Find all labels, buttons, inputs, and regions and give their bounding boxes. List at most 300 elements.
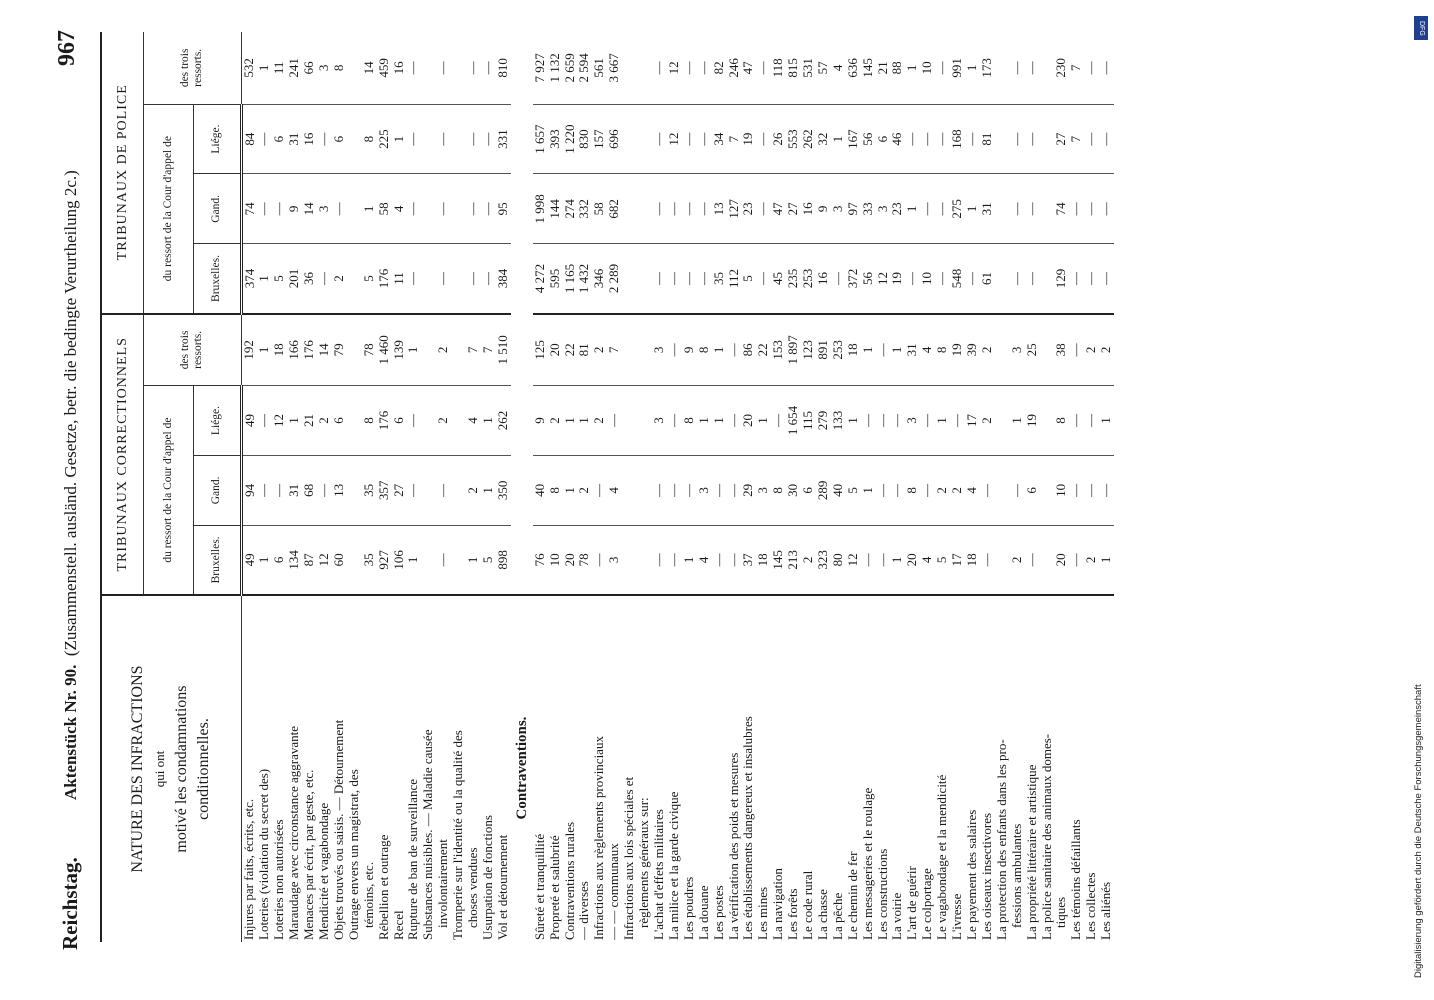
- cell-value: 118: [770, 58, 786, 78]
- cell-cb: [712, 525, 727, 595]
- cell-value: —: [606, 414, 622, 428]
- cell-padding: [995, 315, 1010, 386]
- cell-padding: [451, 386, 466, 455]
- cell-pg: [241, 174, 257, 244]
- cell-value: 3: [1008, 346, 1024, 354]
- table-row: [846, 32, 861, 942]
- table-row: [481, 32, 496, 942]
- cell-padding: [421, 32, 436, 104]
- row-label-text: La pêche: [829, 892, 845, 940]
- cell-cl: [727, 386, 742, 456]
- cell-cl: [1025, 386, 1040, 456]
- cell-value: 1: [561, 417, 577, 424]
- cell-pl: [1025, 104, 1040, 174]
- table-row: [241, 32, 257, 942]
- cell-pt: [302, 32, 317, 104]
- cell-pl: [332, 104, 347, 174]
- cell-ct: [241, 314, 257, 386]
- cell-pg: [995, 174, 1025, 244]
- cell-pt: [241, 32, 257, 104]
- cell-value: 1: [889, 346, 905, 354]
- cell-value: —: [435, 202, 451, 216]
- row-label-text: Les messageries et le roulage: [859, 787, 875, 940]
- cell-value: 168: [949, 129, 965, 149]
- cell-pb: [831, 244, 846, 314]
- cell-value: —: [665, 414, 681, 428]
- cell-cb: [272, 525, 287, 595]
- cell-cg: [861, 455, 876, 525]
- cell-pb: [786, 244, 801, 314]
- cell-pl: [548, 104, 563, 174]
- cell-pb: [801, 244, 816, 314]
- cell-pb: [272, 244, 287, 314]
- cell-pl: [451, 104, 481, 174]
- col-liege-police: Liége.: [193, 104, 241, 174]
- cell-value: 9: [531, 417, 547, 424]
- col-liege-correctionnels: Liége.: [193, 386, 241, 456]
- cell-value: 246: [725, 58, 741, 78]
- cell-cg: [451, 455, 481, 525]
- cell-value: 166: [286, 340, 302, 360]
- cell-value: 1: [934, 417, 950, 424]
- cell-padding: [995, 526, 1010, 594]
- row-label: [577, 595, 592, 942]
- cell-pt: [451, 32, 481, 104]
- cell-pb: [317, 244, 332, 314]
- cell-pb: [652, 244, 667, 314]
- document-subtitle: (Zusammenstell. ausländ. Gesetze, betr. die bedingte Verurtheilung 2c.): [61, 170, 80, 657]
- cell-value: 1: [964, 205, 979, 213]
- cell-value: 21: [301, 414, 317, 428]
- cell-pb: [577, 244, 592, 314]
- table-row: [592, 32, 607, 942]
- cell-ct: [697, 314, 712, 386]
- row-label: [622, 595, 652, 942]
- cell-value: 12: [271, 414, 287, 428]
- cell-value: 213: [785, 550, 801, 570]
- cell-value: —: [1083, 132, 1099, 146]
- row-label: [1040, 595, 1070, 942]
- cell-value: 97: [844, 202, 860, 216]
- cell-pl: [667, 104, 682, 174]
- row-label: [920, 595, 935, 942]
- cell-value: 36: [301, 271, 317, 285]
- cell-value: 10: [546, 553, 562, 567]
- cell-padding: [347, 386, 362, 455]
- cell-value: 6: [800, 487, 816, 494]
- cell-cl: [920, 386, 935, 456]
- cell-cg: [801, 455, 816, 525]
- cell-value: 8: [770, 487, 786, 494]
- cell-value: 1: [480, 417, 495, 424]
- cell-value: 49: [241, 553, 257, 567]
- cell-cg: [980, 455, 995, 525]
- ressort-header-correctionnels: du ressort de la Cour d'appel de: [143, 386, 193, 595]
- cell-pl: [801, 104, 816, 174]
- cell-value: 5: [271, 275, 287, 282]
- cell-pl: [890, 104, 905, 174]
- cell-value: 2: [934, 487, 950, 494]
- cell-value: 1: [286, 417, 302, 424]
- cell-value: 1: [904, 64, 920, 72]
- cell-value: 459: [375, 58, 391, 78]
- row-label-text: Vol et détournement: [494, 834, 510, 940]
- cell-value: —: [1023, 271, 1039, 285]
- cell-value: 372: [844, 268, 860, 289]
- cell-pl: [861, 104, 876, 174]
- cell-value: —: [435, 61, 451, 75]
- cell-padding: [421, 526, 436, 594]
- cell-value: 235: [785, 268, 801, 289]
- cell-ct: [905, 314, 920, 386]
- cell-padding: [1040, 244, 1055, 312]
- cell-pg: [935, 174, 950, 244]
- cell-pl: [771, 104, 786, 174]
- cell-cl: [377, 386, 392, 456]
- cell-value: —: [480, 132, 495, 146]
- cell-pl: [727, 104, 742, 174]
- cell-pl: [876, 104, 891, 174]
- cell-cb: [377, 525, 392, 595]
- group-police: TRIBUNAUX DE POLICE: [101, 32, 143, 314]
- row-label: [861, 595, 876, 942]
- cell-value: 12: [844, 553, 860, 567]
- cell-cb: [1099, 525, 1114, 595]
- cell-cl: [347, 386, 377, 456]
- cell-value: —: [1098, 61, 1114, 75]
- cell-value: 8: [546, 487, 562, 494]
- cell-pl: [995, 104, 1025, 174]
- cell-value: 144: [546, 199, 562, 219]
- cell-value: —: [695, 132, 711, 146]
- cell-pg: [1099, 174, 1114, 244]
- cell-pt: [682, 32, 697, 104]
- row-label-continuation: tiques: [1053, 896, 1069, 928]
- cell-value: 74: [241, 202, 257, 216]
- cell-cl: [846, 386, 861, 456]
- cell-pt: [890, 32, 905, 104]
- cell-value: 4: [919, 556, 935, 564]
- row-label-text: Le colportage: [919, 868, 935, 940]
- cell-pb: [377, 244, 392, 314]
- cell-pt: [257, 32, 272, 104]
- cell-value: —: [680, 483, 696, 497]
- cell-cl: [861, 386, 876, 456]
- row-label-text: Propreté et salubrité: [546, 835, 562, 940]
- cell-pb: [347, 244, 377, 314]
- cell-pg: [712, 174, 727, 244]
- cell-value: 1: [1008, 417, 1024, 424]
- cell-pl: [533, 104, 548, 174]
- cell-cb: [563, 525, 578, 595]
- cell-ct: [302, 314, 317, 386]
- cell-padding: [347, 105, 362, 174]
- cell-pt: [317, 32, 332, 104]
- cell-ct: [831, 314, 846, 386]
- cell-pg: [1069, 174, 1084, 244]
- cell-padding: [1040, 456, 1055, 525]
- cell-cb: [727, 525, 742, 595]
- row-label-text: La propriété littéraire et artistique: [1023, 764, 1039, 940]
- cell-pt: [421, 32, 451, 104]
- row-label-text: Usurpation de fonctions: [480, 815, 495, 940]
- cell-padding: [1040, 315, 1055, 386]
- cell-pt: [697, 32, 712, 104]
- cell-value: 927: [375, 550, 391, 570]
- cell-pb: [287, 244, 302, 314]
- row-label-text: La douane: [695, 885, 711, 940]
- cell-value: 350: [494, 480, 510, 501]
- cell-pt: [1069, 32, 1084, 104]
- cell-padding: [995, 386, 1010, 455]
- cell-pg: [607, 174, 622, 244]
- cell-pg: [771, 174, 786, 244]
- cell-value: —: [330, 202, 346, 216]
- cell-value: 331: [494, 129, 510, 149]
- cell-value: 21: [874, 61, 890, 75]
- row-label: [533, 595, 548, 942]
- cell-ct: [861, 314, 876, 386]
- cell-pl: [712, 104, 727, 174]
- row-label-text: Les témoins défaillants: [1068, 819, 1084, 940]
- cell-value: 87: [301, 553, 317, 567]
- cell-value: —: [695, 61, 711, 75]
- cell-value: 176: [375, 268, 391, 289]
- cell-value: —: [665, 553, 681, 567]
- cell-cl: [548, 386, 563, 456]
- cell-value: 279: [814, 410, 830, 431]
- cell-ct: [272, 314, 287, 386]
- cell-ct: [392, 314, 407, 386]
- row-label: [741, 595, 756, 942]
- row-label-text: Contraventions rurales: [561, 821, 577, 940]
- cell-value: 13: [710, 202, 726, 216]
- cell-value: —: [650, 271, 666, 285]
- cell-ct: [950, 314, 965, 386]
- cell-value: 1: [480, 487, 495, 494]
- row-label: [816, 595, 831, 942]
- nature-title: NATURE DES INFRACTIONS: [129, 665, 147, 873]
- cell-value: —: [1083, 483, 1099, 497]
- cell-pl: [257, 104, 272, 174]
- cell-value: 1: [859, 487, 875, 494]
- cell-value: 176: [375, 410, 391, 431]
- cell-cb: [481, 525, 496, 595]
- cell-value: 274: [561, 199, 577, 219]
- cell-value: 176: [301, 340, 317, 360]
- cell-value: 19: [949, 343, 965, 357]
- cell-value: 830: [576, 129, 592, 149]
- cell-value: 5: [360, 275, 376, 282]
- cell-value: 2: [949, 487, 965, 494]
- cell-pt: [406, 32, 421, 104]
- cell-value: —: [874, 553, 890, 567]
- cell-padding: [622, 386, 637, 455]
- cell-value: 3: [606, 556, 622, 564]
- row-label-text: Substances nuisibles. — Maladie causée: [420, 729, 436, 940]
- cell-value: 16: [800, 202, 816, 216]
- cell-ct: [786, 314, 801, 386]
- cell-padding: [421, 315, 436, 386]
- cell-value: 25: [1023, 343, 1039, 357]
- row-label: [831, 595, 846, 942]
- table-row: [920, 32, 935, 942]
- cell-value: 5: [844, 487, 860, 494]
- row-label: [548, 595, 563, 942]
- cell-value: 561: [591, 58, 607, 78]
- cell-value: 14: [360, 61, 376, 75]
- cell-value: —: [889, 414, 905, 428]
- cell-cb: [980, 525, 995, 595]
- table-row: [741, 32, 756, 942]
- cell-padding: [347, 174, 362, 243]
- cell-value: —: [1068, 483, 1084, 497]
- cell-cb: [1025, 525, 1040, 595]
- cell-value: 898: [494, 550, 510, 570]
- cell-value: —: [1068, 414, 1084, 428]
- cell-pg: [667, 174, 682, 244]
- cell-pg: [980, 174, 995, 244]
- row-label: [935, 595, 950, 942]
- row-label: [1069, 595, 1084, 942]
- cell-value: 323: [814, 550, 830, 570]
- cell-value: 49: [241, 414, 257, 428]
- cell-cg: [592, 455, 607, 525]
- cell-value: —: [978, 483, 994, 497]
- cell-pg: [332, 174, 347, 244]
- cell-value: 289: [814, 480, 830, 501]
- cell-pt: [1040, 32, 1070, 104]
- cell-cl: [935, 386, 950, 456]
- cell-value: —: [480, 271, 495, 285]
- cell-pb: [1099, 244, 1114, 314]
- cell-value: 2: [1083, 556, 1099, 564]
- cell-value: 2 594: [576, 53, 592, 83]
- cell-padding: [995, 32, 1010, 104]
- table-row: [652, 32, 667, 942]
- cell-value: 95: [494, 202, 510, 216]
- cell-cl: [302, 386, 317, 456]
- row-label-text: Rébellion et outrage: [375, 834, 391, 940]
- cell-value: 88: [889, 61, 905, 75]
- cell-value: —: [904, 271, 920, 285]
- cell-cg: [697, 455, 712, 525]
- cell-value: —: [964, 271, 979, 285]
- cell-value: —: [591, 553, 607, 567]
- cell-value: —: [725, 343, 741, 357]
- cell-value: 34: [710, 132, 726, 146]
- cell-cg: [533, 455, 548, 525]
- cell-padding: [421, 386, 436, 455]
- cell-value: 3: [316, 205, 332, 213]
- cell-value: 20: [740, 414, 756, 428]
- cell-padding: [347, 456, 362, 525]
- cell-value: 16: [814, 271, 830, 285]
- cell-cg: [920, 455, 935, 525]
- row-label: [950, 595, 965, 942]
- cell-cl: [1040, 386, 1070, 456]
- cell-pl: [697, 104, 712, 174]
- cell-pl: [317, 104, 332, 174]
- table-row: [1069, 32, 1084, 942]
- cell-value: 332: [576, 199, 592, 219]
- table-row: [406, 32, 421, 942]
- cell-value: —: [695, 202, 711, 216]
- cell-padding: [622, 105, 637, 174]
- cell-value: —: [770, 414, 786, 428]
- cell-value: —: [829, 271, 845, 285]
- cell-value: —: [1083, 414, 1099, 428]
- table-row: [980, 32, 995, 942]
- row-label-text: Loteries non autorisées: [271, 819, 287, 940]
- cell-value: 7: [1068, 64, 1084, 72]
- cell-pt: [392, 32, 407, 104]
- cell-value: 46: [889, 132, 905, 146]
- cell-cl: [697, 386, 712, 456]
- cell-value: 106: [390, 550, 406, 570]
- row-label: [1084, 595, 1099, 942]
- cell-value: —: [316, 132, 332, 146]
- cell-pg: [577, 174, 592, 244]
- cell-pg: [876, 174, 891, 244]
- table-row: [392, 32, 407, 942]
- cell-value: 3: [755, 487, 771, 494]
- cell-value: 76: [531, 553, 547, 567]
- cell-cb: [317, 525, 332, 595]
- cell-value: 553: [785, 129, 801, 149]
- row-label: [846, 595, 861, 942]
- row-label: [392, 595, 407, 942]
- cell-value: —: [256, 202, 272, 216]
- row-label-text: La chasse: [814, 889, 830, 940]
- cell-pb: [667, 244, 682, 314]
- cell-cg: [756, 455, 771, 525]
- cell-pg: [548, 174, 563, 244]
- cell-ct: [771, 314, 786, 386]
- cell-ct: [890, 314, 905, 386]
- page-header: [52, 30, 92, 950]
- cell-cl: [272, 386, 287, 456]
- cell-pt: [347, 32, 377, 104]
- cell-cg: [392, 455, 407, 525]
- cell-pl: [831, 104, 846, 174]
- table-row: [712, 32, 727, 942]
- cell-pl: [563, 104, 578, 174]
- cell-cl: [950, 386, 965, 456]
- cell-value: 10: [1053, 483, 1069, 497]
- cell-value: 8: [680, 417, 696, 424]
- cell-value: —: [1068, 202, 1084, 216]
- cell-pb: [876, 244, 891, 314]
- cell-value: [637, 315, 652, 386]
- cell-padding: [421, 105, 436, 174]
- cell-pb: [533, 244, 548, 314]
- nature-subtitle-2: motivé les condamnations: [173, 685, 191, 853]
- cell-pb: [771, 244, 786, 314]
- cell-cb: [697, 525, 712, 595]
- cell-value: —: [465, 202, 481, 216]
- row-label: [406, 595, 421, 942]
- cell-ct: [406, 314, 421, 386]
- cell-cl: [786, 386, 801, 456]
- cell-cg: [771, 455, 786, 525]
- row-label: [712, 595, 727, 942]
- table-row: [287, 32, 302, 942]
- group-correctionnels: TRIBUNAUX CORRECTIONNELS: [101, 314, 143, 595]
- cell-pl: [682, 104, 697, 174]
- cell-value: —: [1023, 132, 1039, 146]
- cell-ct: [667, 314, 682, 386]
